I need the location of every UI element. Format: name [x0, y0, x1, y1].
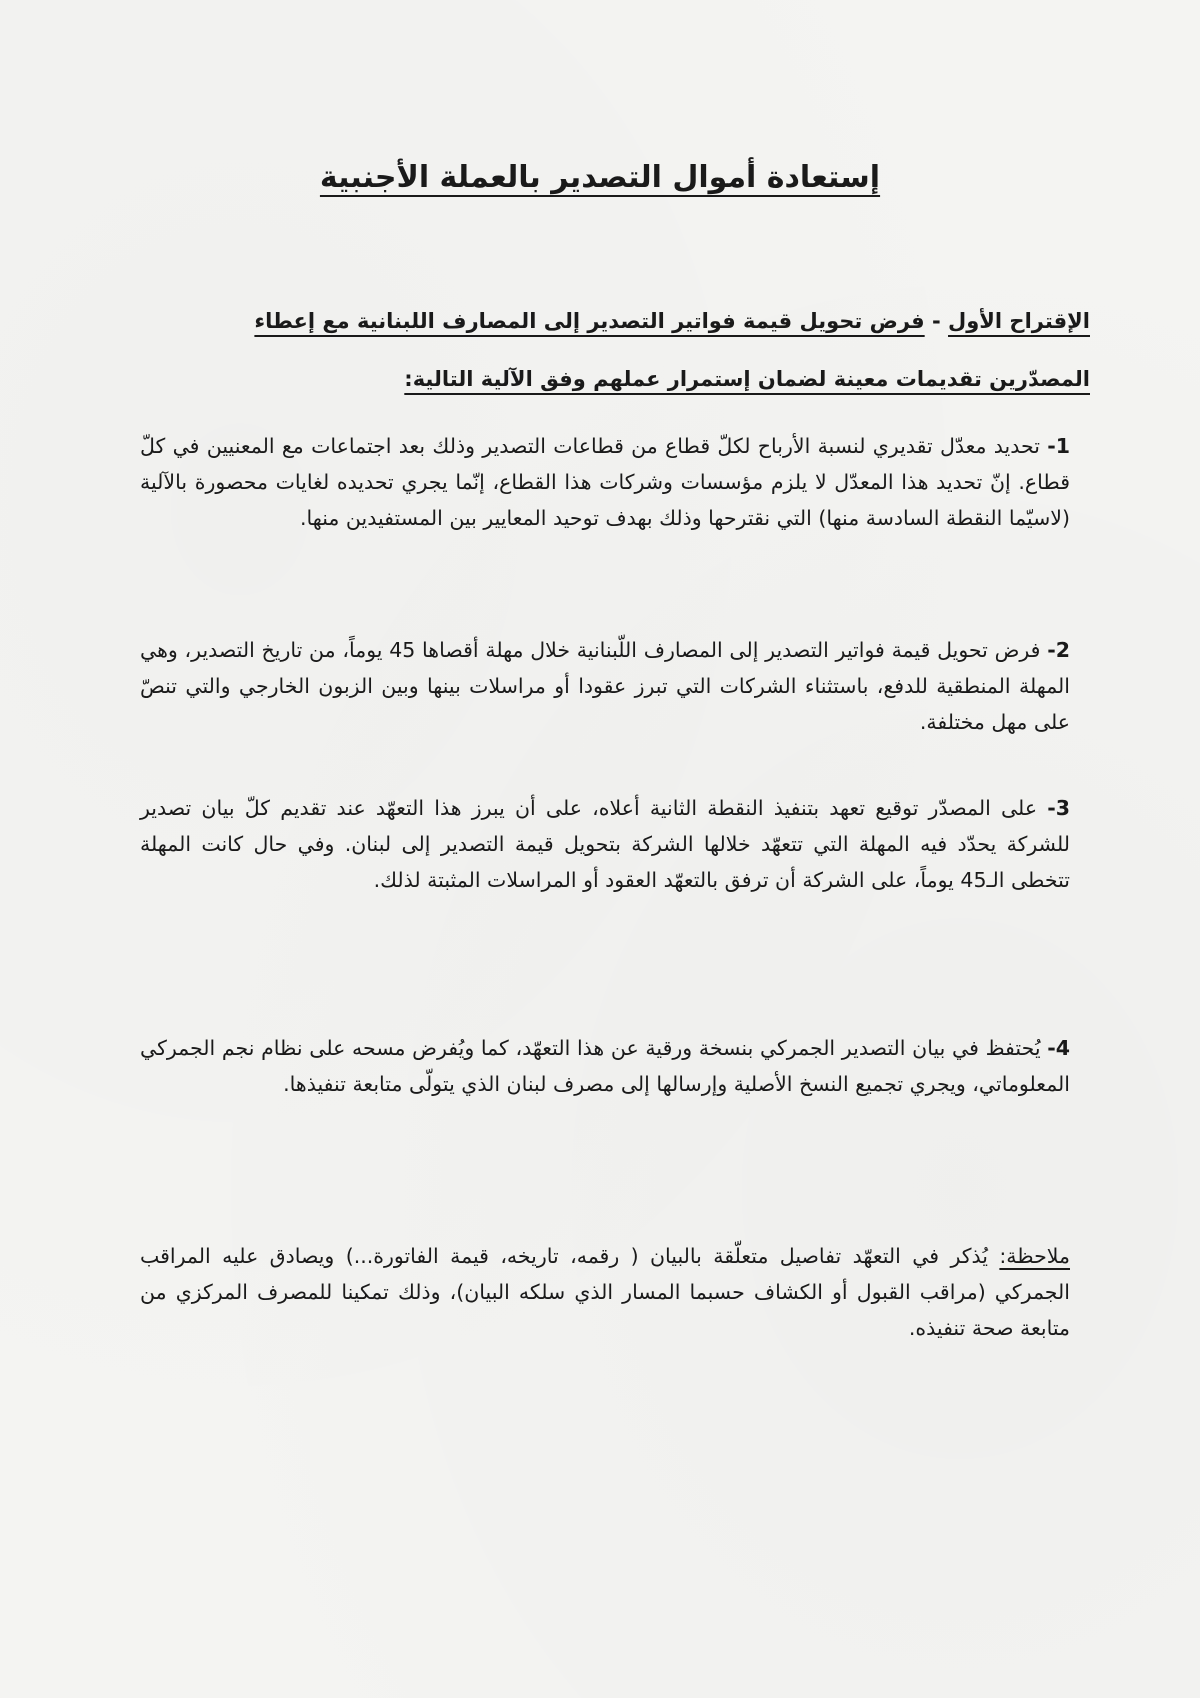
- list-item-2: [140, 632, 1070, 740]
- item-text: على المصدّر توقيع تعهد بتنفيذ النقطة الثانية أعلاه، على أن يبرز هذا التعهّد عند تقديم كلّ بيان تصدير للشركة يحدّد فيه المهلة التي تتعهّد خلالها الشركة بتحويل قيمة التصدير إلى لبنان. وفي حال كانت المهلة تتخطى الـ45 يوماً، على الشركة أن ترفق بالتعهّد العقود أو المراسلات المثبتة لذلك.: [140, 796, 1070, 892]
- item-text: فرض تحويل قيمة فواتير التصدير إلى المصارف اللّبنانية خلال مهلة أقصاها 45 يوماً، من تاريخ التصدير، وهي المهلة المنطقية للدفع، باستثناء الشركات التي تبرز عقودا أو مراسلات بينها وبين الزبون الخارجي والتي تنصّ على مهل مختلفة.: [140, 638, 1070, 734]
- item-text: تحديد معدّل تقديري لنسبة الأرباح لكلّ قطاع من قطاعات التصدير وذلك بعد اجتماعات مع المعنيين في كلّ قطاع. إنّ تحديد هذا المعدّل لا يلزم مؤسسات وشركات هذا القطاع، إنّما يجري تحديده لغايات محصورة بالآلية (لاسيّما النقطة السادسة منها) التي نقترحها وذلك بهدف توحيد المعايير بين المستفيدين منها.: [140, 434, 1070, 530]
- item-number: 4-: [1047, 1036, 1070, 1060]
- list-item-1: [140, 428, 1070, 536]
- list-item-4: [140, 1030, 1070, 1102]
- list-item-3: [140, 790, 1070, 898]
- proposal-label: الإقتراح الأول: [948, 309, 1090, 333]
- document-title: إستعادة أموال التصدير بالعملة الأجنبية: [319, 160, 881, 195]
- item-number: 1-: [1047, 434, 1070, 458]
- proposal-heading: [210, 292, 1090, 408]
- note-paragraph: [140, 1238, 1070, 1346]
- item-number: 3-: [1047, 796, 1070, 820]
- proposal-text: فرض تحويل قيمة فواتير التصدير إلى المصارف اللبنانية مع إعطاء المصدّرين تقديمات معينة لضمان إستمرار عملهم وفق الآلية التالية:: [254, 309, 1090, 391]
- proposal-separator: -: [924, 309, 949, 333]
- note-label: ملاحظة:: [999, 1244, 1070, 1268]
- item-text: يُحتفظ في بيان التصدير الجمركي بنسخة ورقية عن هذا التعهّد، كما ويُفرض مسحه على نظام نجم الجمركي المعلوماتي، ويجري تجميع النسخ الأصلية وإرسالها إلى مصرف لبنان الذي يتولّى متابعة تنفيذها.: [140, 1036, 1070, 1096]
- item-number: 2-: [1047, 638, 1070, 662]
- note-text: يُذكر في التعهّد تفاصيل متعلّقة بالبيان ( رقمه، تاريخه، قيمة الفاتورة...) ويصادق عليه المراقب الجمركي (مراقب القبول أو الكشاف حسبما المسار الذي سلكه البيان)، وذلك تمكينا للمصرف المركزي من متابعة صحة تنفيذه.: [140, 1244, 1070, 1340]
